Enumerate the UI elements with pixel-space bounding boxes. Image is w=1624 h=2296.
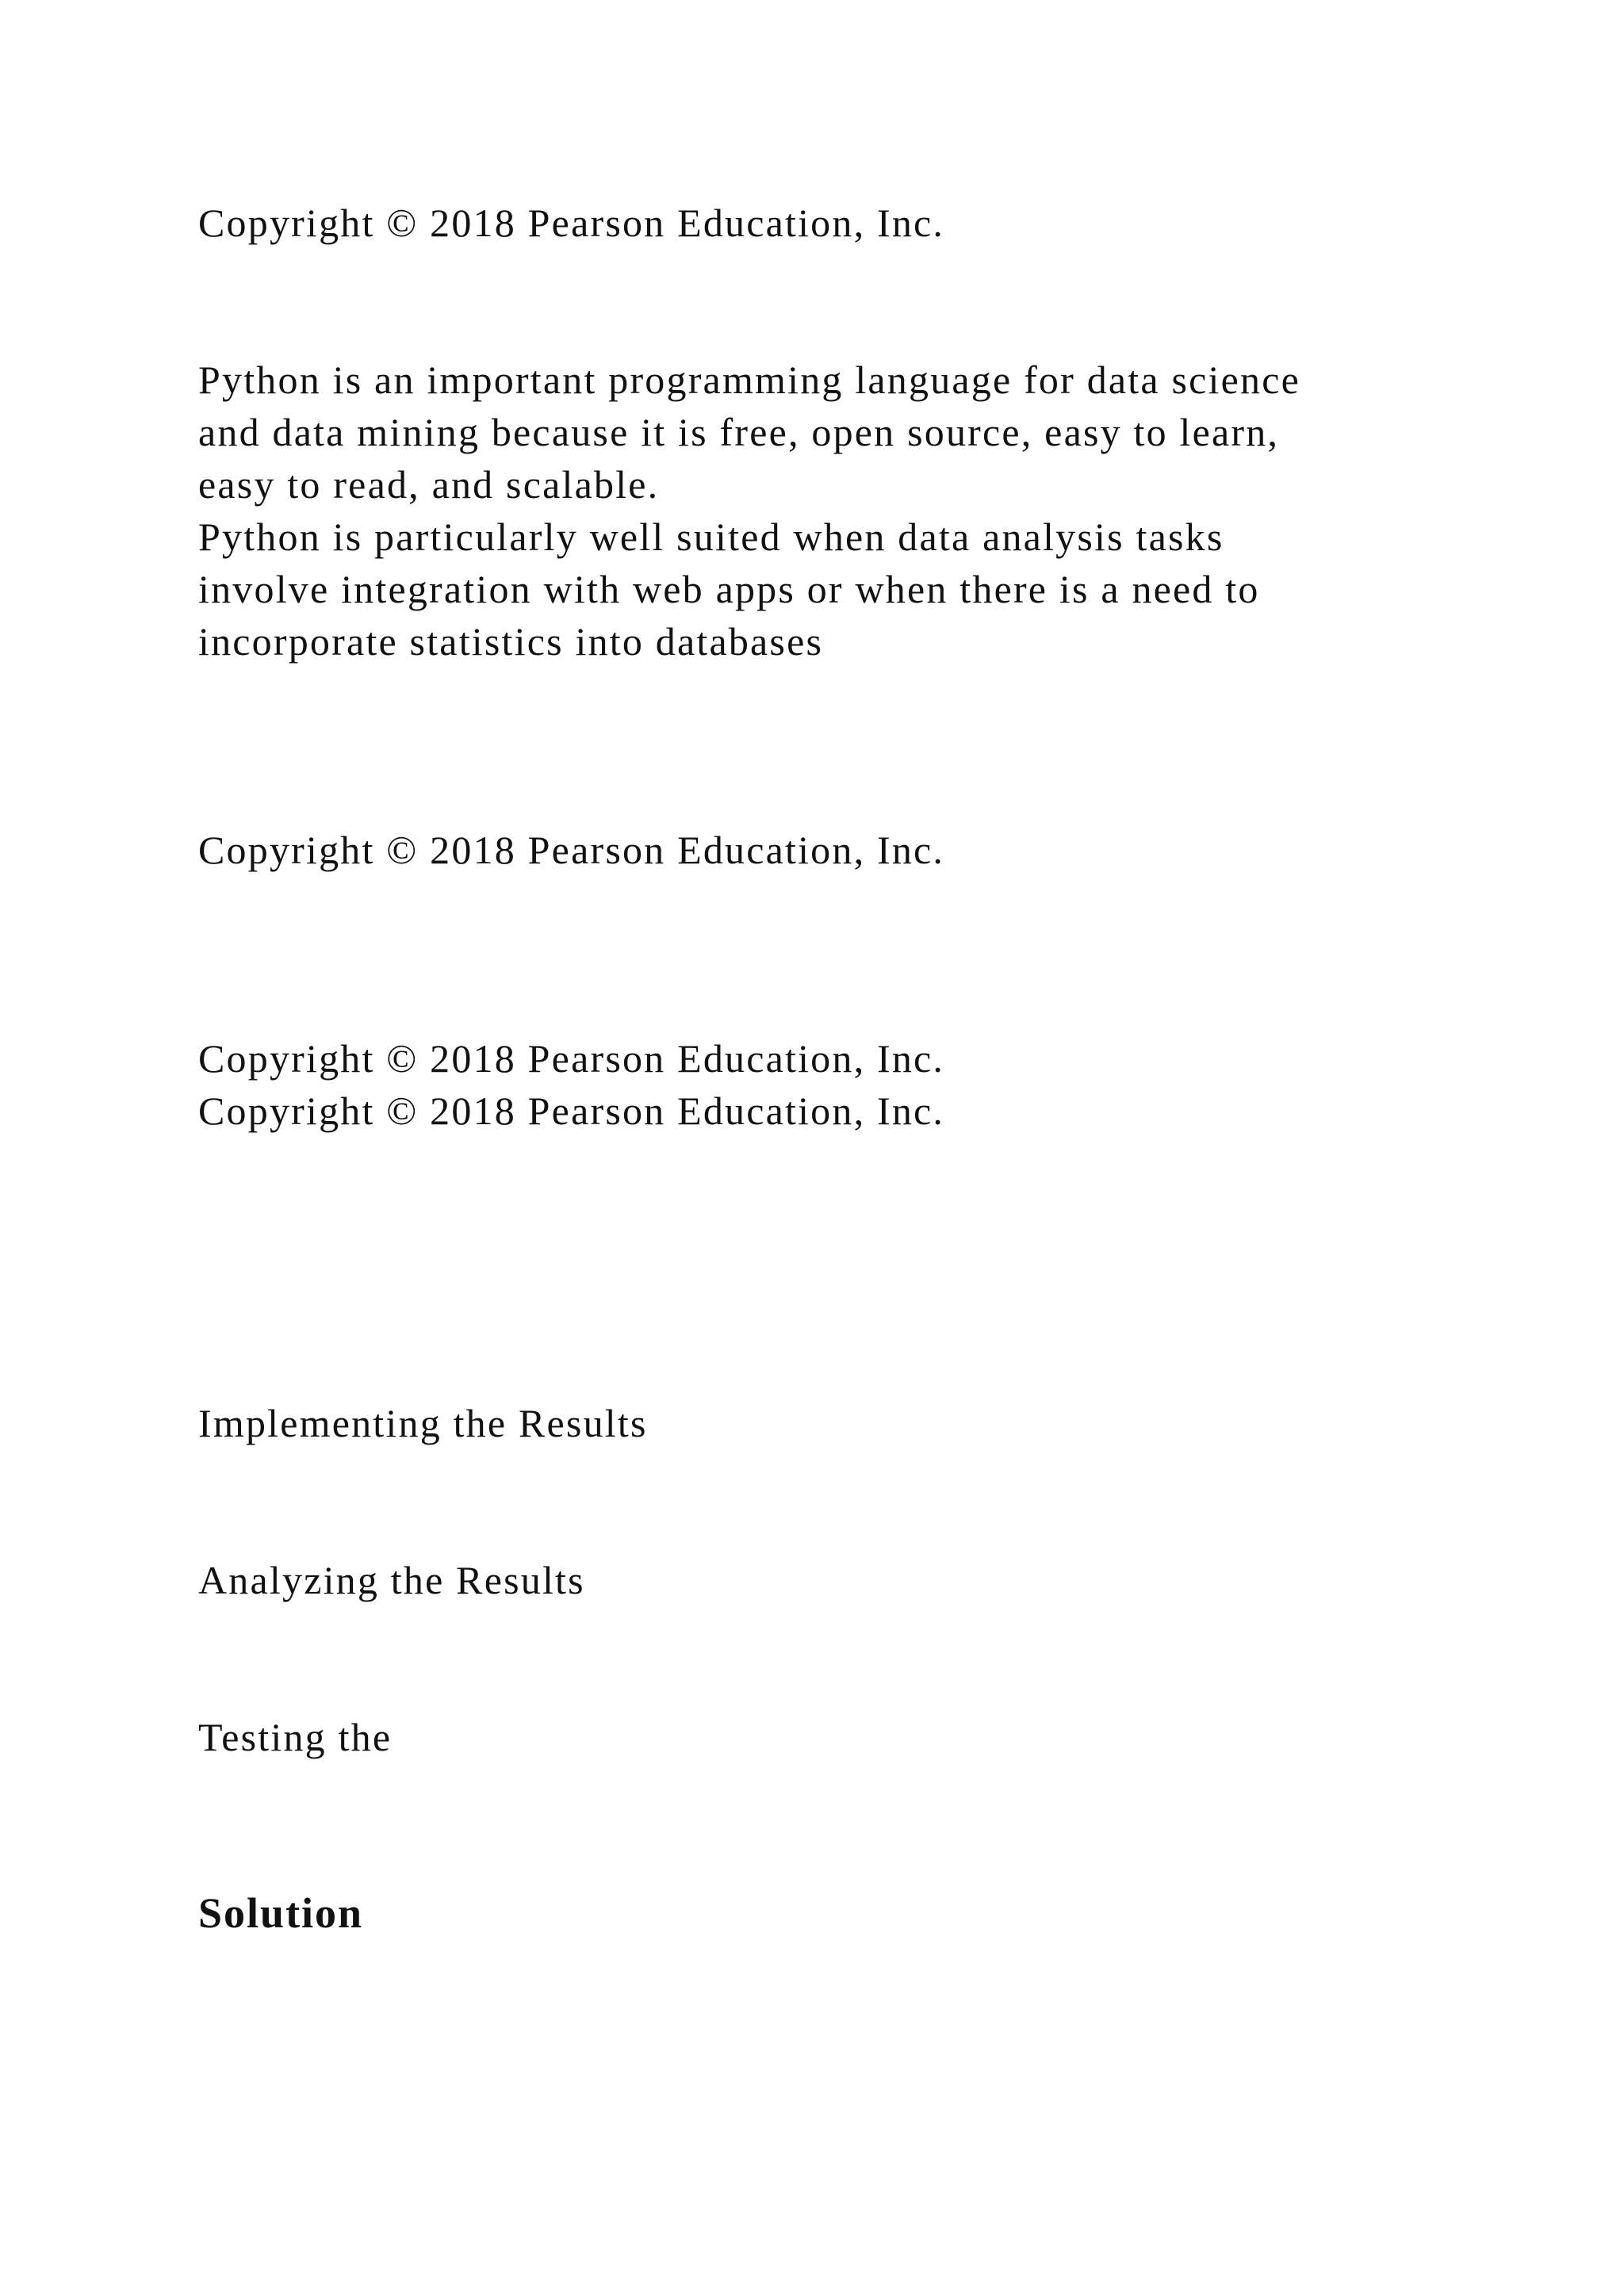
step-implementing-results: Implementing the Results: [198, 1401, 648, 1445]
paragraph-line: incorporate statistics into databases: [198, 619, 824, 664]
copyright-notice: Copyright © 2018 Pearson Education, Inc.: [198, 1089, 945, 1133]
paragraph-line: Python is particularly well suited when data analysis tasks: [198, 515, 1224, 559]
step-analyzing-results: Analyzing the Results: [198, 1558, 585, 1602]
step-testing: Testing the: [198, 1715, 393, 1759]
copyright-notice: Copyright © 2018 Pearson Education, Inc.: [198, 201, 945, 245]
paragraph-line: and data mining because it is free, open source, easy to learn,: [198, 410, 1280, 454]
copyright-notice: Copyright © 2018 Pearson Education, Inc.: [198, 828, 945, 872]
copyright-notice: Copyright © 2018 Pearson Education, Inc.: [198, 1036, 945, 1081]
paragraph-line: involve integration with web apps or when there is a need to: [198, 567, 1260, 611]
paragraph-line: Python is an important programming language for data science: [198, 358, 1300, 402]
paragraph-line: easy to read, and scalable.: [198, 462, 660, 507]
heading-solution: Solution: [198, 1889, 364, 1937]
